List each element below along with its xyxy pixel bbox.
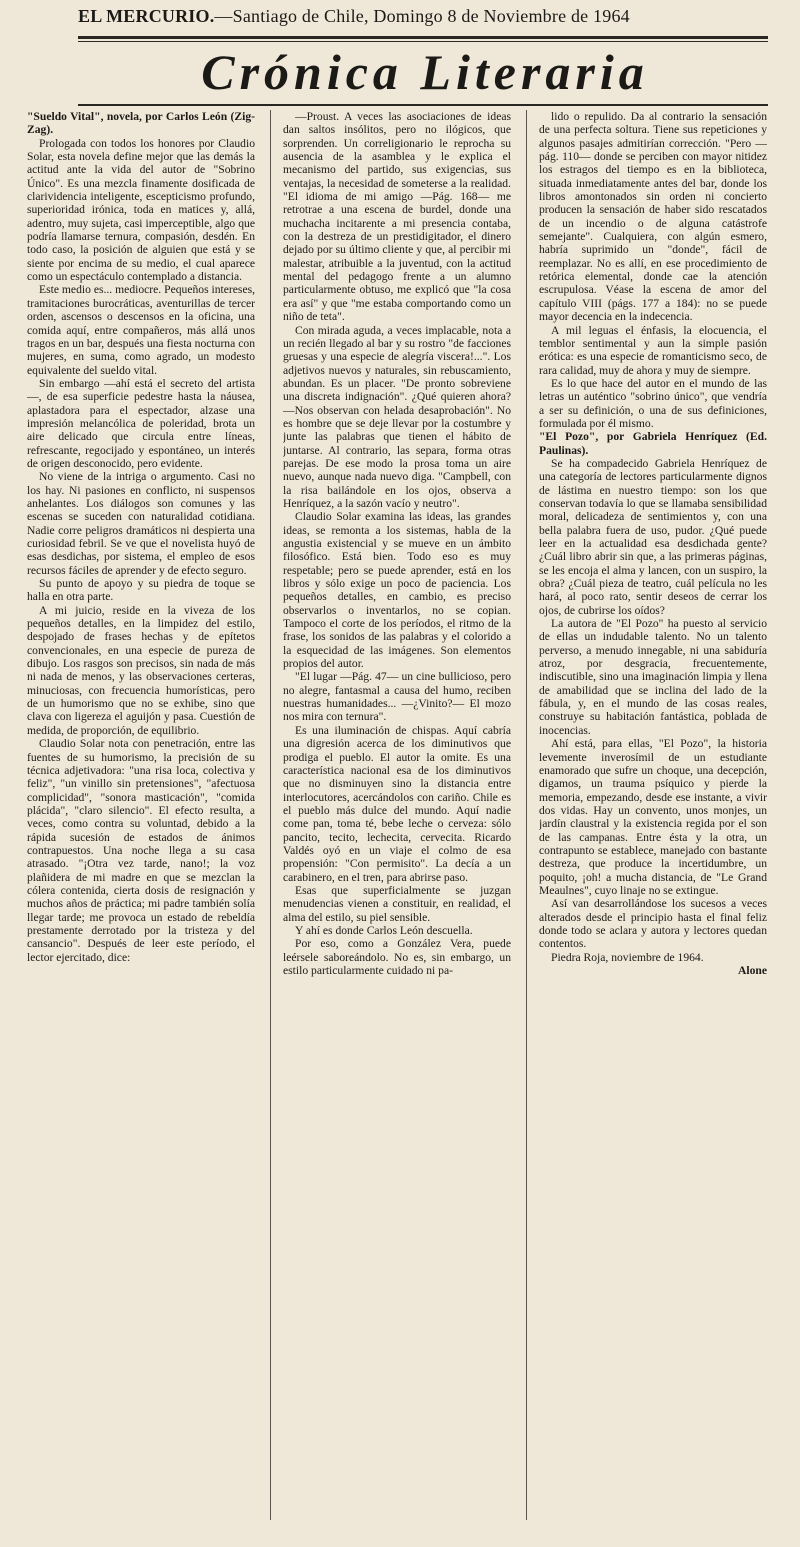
article-column-1 (27, 110, 255, 1530)
paragraph: Este medio es... mediocre. Pequeños intereses, tramitaciones burocráticas, aventurillas de tercer orden, ascensos o descensos en la oficina, una comida aquí, entre compañeros, más allá unos tragos en un bar, después una fiesta nocturna con mujeres, en suma, como agrado, un modesto equivalente del sueldo vital. (27, 283, 255, 377)
paragraph: Piedra Roja, noviembre de 1964. (551, 950, 704, 964)
paragraph: Claudio Solar nota con penetración, entre las fuentes de su humorismo, la precisión de su técnica adjetivadora: "una risa loca, colectiva y feliz", "un vinillo sin pretensiones", "afectuosa complicidad", "sonora masticación", "comida plácida", "claro silencio". El efecto resulta, a veces, como contra su voluntad, debido a la rápida sucesión de estados de ánimos contrapuestos. Una noche llega a su casa atrasado. "¡Otra vez tarde, nano!; la voz plañidera de mi madre en que se mezclan la cólera contenida, cierta dosis de resignación y muchos años de práctica; mi padre también solía llegar tarde; me provoca un estado de rebeldía prestamente derrotado por la tristeza y del cansancio". Después de leer este período, el lector ejercitado, dice: (27, 737, 255, 964)
column-divider (270, 110, 271, 1520)
article-column-2 (283, 110, 511, 1525)
newspaper-name: EL MERCURIO. (78, 6, 215, 26)
author-signature: Alone (738, 964, 767, 977)
paragraph: Esas que superficialmente se juzgan menudencias vienen a constituir, en realidad, el alma del estilo, su piel sensible. (283, 883, 511, 924)
masthead (78, 6, 768, 27)
paragraph: Así van desarrollándose los sucesos a veces alterados desde el principio hasta el final feliz donde todo se aclara y autora y lectores quedan contentos. (539, 897, 767, 951)
paragraph: La autora de "El Pozo" ha puesto al servicio de ellas un indudable talento. No un talento perverso, a menudo innegable, ni una sabiduría atroz, por desgracia, frecuentemente, indiscutible, sino una imaginación limpia y llena de amabilidad que se inclina del lado de la fábula, y, en el mundo de las cosas reales, construye su habitación fantástica, poblada de inocencias. (539, 617, 767, 737)
paragraph: Por eso, como a González Vera, puede leérsele saboreándolo. No es, sin embargo, un estilo particularmente cuidado ni pa- (283, 937, 511, 977)
paragraph: Y ahí es donde Carlos León descuella. (295, 923, 473, 937)
paragraph: Es una iluminación de chispas. Aquí cabría una digresión acerca de los diminutivos que prodiga el pueblo. El autor la omite. Es una característica nacional esa de los diminutivos que no disminuyen sino la distancia entre interlocutores, acercándolos con cariño. Chile es el pueblo más dulce del mundo. Aquí nadie come pan, toma té, bebe leche o cerveza: sólo pancito, tecito, lechecita, cervecita. Ricardo Valdés oyó en un viaje el colmo de esa propensión: "Con permisito". La decía a un carabinero, en el tren, para abrirse paso. (283, 723, 511, 884)
masthead-rule (78, 36, 768, 39)
masthead-rule-thin (78, 41, 768, 42)
column-divider (526, 110, 527, 1520)
paragraph: Su punto de apoyo y su piedra de toque se halla en otra parte. (27, 577, 255, 604)
paragraph: lido o repulido. Da al contrario la sensación de una perfecta soltura. Tiene sus repeticiones y algunos pasajes admitirían corrección. "Pero —pág. 110— donde se perciben con mayor nitidez los estragos del tiempo es en la biblioteca, situada inmediatamente antes del bar, donde los libros amontonados sin orden ni concierto producen la sensación de haber sido rescatados de un incendio o de alguna catástrofe semejante". Cualquiera, con algún esmero, habría suprimido un "donde", fácil de reemplazar. No es allí, en ese procedimiento de retórica elemental, donde cae la atención escrupulosa. Véase la escena de amor del capítulo VIII (págs. 177 a 184): no se puede mayor decencia en la indecencia. (539, 110, 767, 324)
paragraph: No viene de la intriga o argumento. Casi no los hay. Ni pasiones en conflicto, ni suspensos anhelantes. Los diálogos son comunes y las escenas se suceden con naturalidad cotidiana. Nadie corre peligros dramáticos ni despierta una curiosidad febril. Se ve que el novelista huyó de esas desdichas, por sistema, el empleo de esos recursos fáciles de aprender y de efecto seguro. (27, 470, 255, 577)
paragraph: Claudio Solar examina las ideas, las grandes ideas, se remonta a los sistemas, habla de la angustia existencial y se mueve en un ámbito filosófico. Está bien. Todo eso es muy respetable; pero se puede aprender, está en los libros y sólo exige un poco de paciencia. Los pequeños detalles, en cambio, es preciso observarlos o inventarlos, no se copian. Tampoco el corte de los períodos, el ritmo de la frase, los sonidos de las palabras y el colorido a la esquecidad de las imágenes. Son elementos propios del autor. (283, 510, 511, 671)
paragraph: "El lugar —Pág. 47— un cine bullicioso, pero no alegre, fantasmal a causa del humo, reciben nuestras humanidades... —¿Vinito?— El mozo nos mira con ternura". (283, 670, 511, 724)
paragraph: A mi juicio, reside en la viveza de los pequeños detalles, en la limpidez del estilo, despojado de frases hechas y de epítetos convencionales, en una especie de pureza de dibujo. Los rasgos son precisos, sin nada de más ni nada de menos, y las observaciones certeras, minuciosas, con frecuencia humorísticas, pero de un humorismo que no se exhibe, sino que clava con ligereza el aguijón y pasa. Cuestión de medida, de proporción, de equilibrio. (27, 603, 255, 737)
review-heading: "El Pozo", por Gabriela Henríquez (Ed. Paulinas). (539, 430, 767, 457)
title-rule (78, 104, 768, 106)
article-column-3 (539, 110, 767, 1520)
paragraph: Con mirada aguda, a veces implacable, nota a un recién llegado al bar y su rostro "de facciones gruesas y una especie de alegría viscera!...". Los adjetivos nuevos y naturales, sin rebuscamiento, abundan. Es un placer. "De pronto sobreviene una discreta indignación". ¿Qué quieren ahora? —Nos observan con helada desaprobación". No es hombre que se deje llevar por la costumbre y junte las palabras que tienen el hábito de juntarse. Al contrario, las separa, forma otras parejas. De ese modo la prosa toma un aire nuevo, aunque nada nuevo diga. "Campbell, con la risa bailándole en los ojos, observa a Henríquez, a la sazón vacío y neutro". (283, 323, 511, 510)
section-title: Crónica Literaria (201, 44, 649, 100)
paragraph: Se ha compadecido Gabriela Henríquez de una categoría de lectores particularmente dignos de lástima en nuestro tiempo: son los que conservan todavía lo que se llamaba sensibilidad moral, delicadeza de sentimientos y, con una bella palabra fuera de uso, pudor. ¿Qué puede leer en la actualidad esa desdichada gente? ¿Cuál libro abrir sin que, a las primeras páginas, se les encoja el alma y lancen, con un suspiro, la obra? ¿Cuál pieza de teatro, cuál película no les hará, al poco rato, sentir deseos de cerrar los ojos, de cubrirse los oídos? (539, 456, 767, 617)
dateline: —Santiago de Chile, Domingo 8 de Noviembre de 1964 (214, 6, 630, 26)
paragraph: A mil leguas el énfasis, la elocuencia, el temblor sentimental y aun la simple pasión erótica: es una especie de romanticismo seco, de rara calidad, muy de ahora y muy de siempre. (539, 323, 767, 377)
paragraph: Sin embargo —ahí está el secreto del artista—, de esa superficie pedestre hasta la náusea, aplastadora para el espectador, alzase una impresión melancólica de poleridad, brota un aire delicado que circula entre líneas, refrescante, regocijado y espontáneo, un interés de origen desconocido, pero evidente. (27, 376, 255, 470)
paragraph: —Proust. A veces las asociaciones de ideas dan saltos insólitos, pero no ilógicos, que sorprenden. Un correligionario le reprocha su ausencia de la asamblea y le explica el mecanismo del partido, sus exigencias, sus ventajas, la necesidad de someterse a la realidad. "El idioma de mi amigo —Pág. 168— me retrotrae a una escena de burdel, donde una muchacha incitarente a mi presencia contaba, con la destreza de un prestidigitador, el dinero dejado por su último cliente y que, al percibir mi malestar, atribuible a la juventud, con la actitud mental del pedagogo frente a un alumno particularmente obtuso, me explicó que "la cosa era así" y que "me estaba comportando como un niño de teta". (283, 110, 511, 324)
paragraph: Prologada con todos los honores por Claudio Solar, esta novela define mejor que las demás la actitud ante la vida del autor de "Sobrino Único". Es una mezcla finamente dosificada de clarividencia inteligente, escepticismo profundo, superioridad irónica, toda en matices y, allá, adentro, muy sujeta, casi imperceptible, algo que podría llamarse ternura, compasión, desdén. En todo caso, la posición de alguien que está y se siente por encima de su medio, el cual aparece como un espectáculo contemplado a distancia. (27, 136, 255, 284)
paragraph: Ahí está, para ellas, "El Pozo", la historia levemente inverosímil de un estudiante enamorado que sufre un choque, una decepción, digamos, un trauma psíquico y pierde la memoria, empezando, desde ese instante, a vivir dos vidas. Hay un convento, unos monjes, un jardín claustral y la existencia regida por el son de las campanas. Entre ésta y la otra, un contrapunto se establece, manejado con bastante destreza, que produce la incertidumbre, un poquito, ¡oh! a mucha distancia, de "Le Grand Meaulnes", cuyo linaje no se extingue. (539, 737, 767, 897)
review-heading: "Sueldo Vital", novela, por Carlos León (Zig-Zag). (27, 110, 255, 137)
paragraph: Es lo que hace del autor en el mundo de las letras un auténtico "sobrino único", que vendría a ser su definición, o una de sus definiciones, formulada por él mismo. (539, 376, 767, 430)
